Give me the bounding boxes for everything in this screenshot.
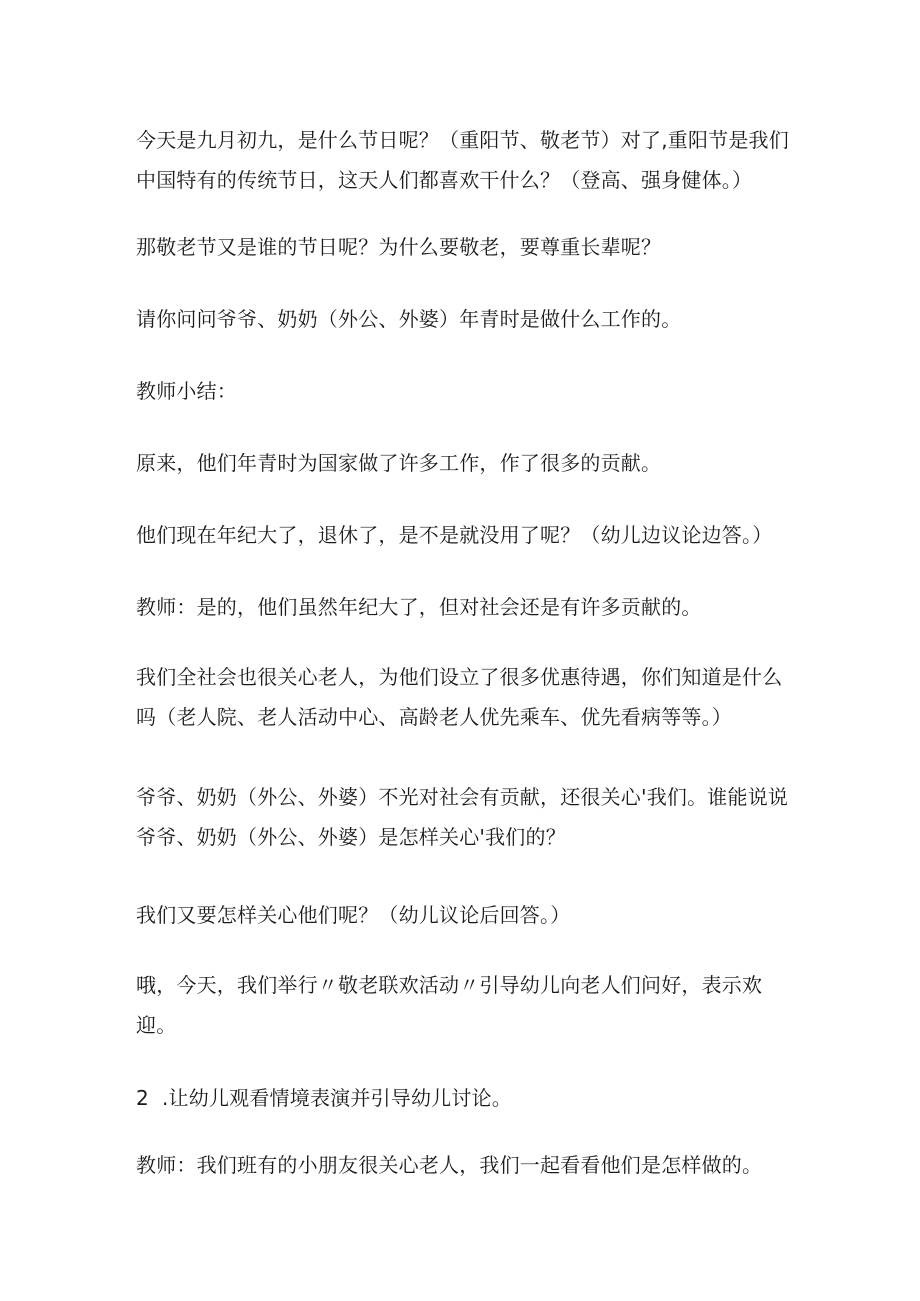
text-line: 迎。 (136, 1013, 177, 1037)
text-line: 教师小结： (136, 379, 237, 403)
text-line: 中国特有的传统节日，这天人们都喜欢干什么？（登高、强身健体。） (136, 168, 753, 192)
step-number: 2 (136, 1086, 149, 1110)
text-line: 我们又要怎样关心他们呢？（幼儿议论后回答。） (136, 903, 571, 927)
text-line: 教师：是的，他们虽然年纪大了，但对社会还是有许多贡献的。 (136, 595, 702, 619)
text-line: 那敬老节又是谁的节日呢？为什么要敬老，要尊重长辈呢？ (136, 235, 662, 259)
paragraph-double-ninth (136, 120, 796, 200)
text-line: 哦，今天，我们举行〃敬老联欢活动〃引导幼儿向老人们问好，表示欢 (136, 973, 763, 997)
text-line (136, 1078, 796, 1118)
step-heading (136, 1078, 796, 1118)
text-line: 爷爷、奶奶（外公、外婆）不光对社会有贡献，还很关心'我们。谁能说说 (136, 785, 789, 809)
paragraph-society-care (136, 657, 796, 737)
paragraph-retired-question (136, 515, 796, 555)
text-line: 吗（老人院、老人活动中心、高龄老人优先乘车、优先看病等等。） (136, 705, 732, 729)
text-line: 爷爷、奶奶（外公、外婆）是怎样关心'我们的？ (136, 825, 566, 849)
text-line: 原来，他们年青时为国家做了许多工作，作了很多的贡献。 (136, 451, 662, 475)
paragraph-teacher-reply (136, 587, 796, 627)
step-text: .让幼儿观看情境表演并引导幼儿讨论。 (162, 1086, 512, 1110)
text-line: 今天是九月初九，是什么节日呢？（重阳节、敬老节）对了,重阳节是我们 (136, 128, 789, 152)
paragraph-teacher-summary-heading (136, 371, 796, 411)
paragraph-respect-elders-question (136, 227, 796, 267)
paragraph-teacher-intro (136, 1145, 796, 1185)
text-line: 我们全社会也很关心老人，为他们设立了很多优惠待遇，你们知道是什么 (136, 665, 783, 689)
paragraph-how-to-care (136, 895, 796, 935)
paragraph-celebration (136, 965, 796, 1045)
text-line: 教师：我们班有的小朋友很关心老人，我们一起看看他们是怎样做的。 (136, 1153, 763, 1177)
paragraph-contributions (136, 443, 796, 483)
text-line: 他们现在年纪大了，退休了，是不是就没用了呢？（幼儿边议论边答。） (136, 523, 773, 547)
text-line: 请你问问爷爷、奶奶（外公、外婆）年青时是做什么工作的。 (136, 307, 682, 331)
paragraph-ask-grandparents (136, 299, 796, 339)
paragraph-grandparents-care (136, 777, 796, 857)
